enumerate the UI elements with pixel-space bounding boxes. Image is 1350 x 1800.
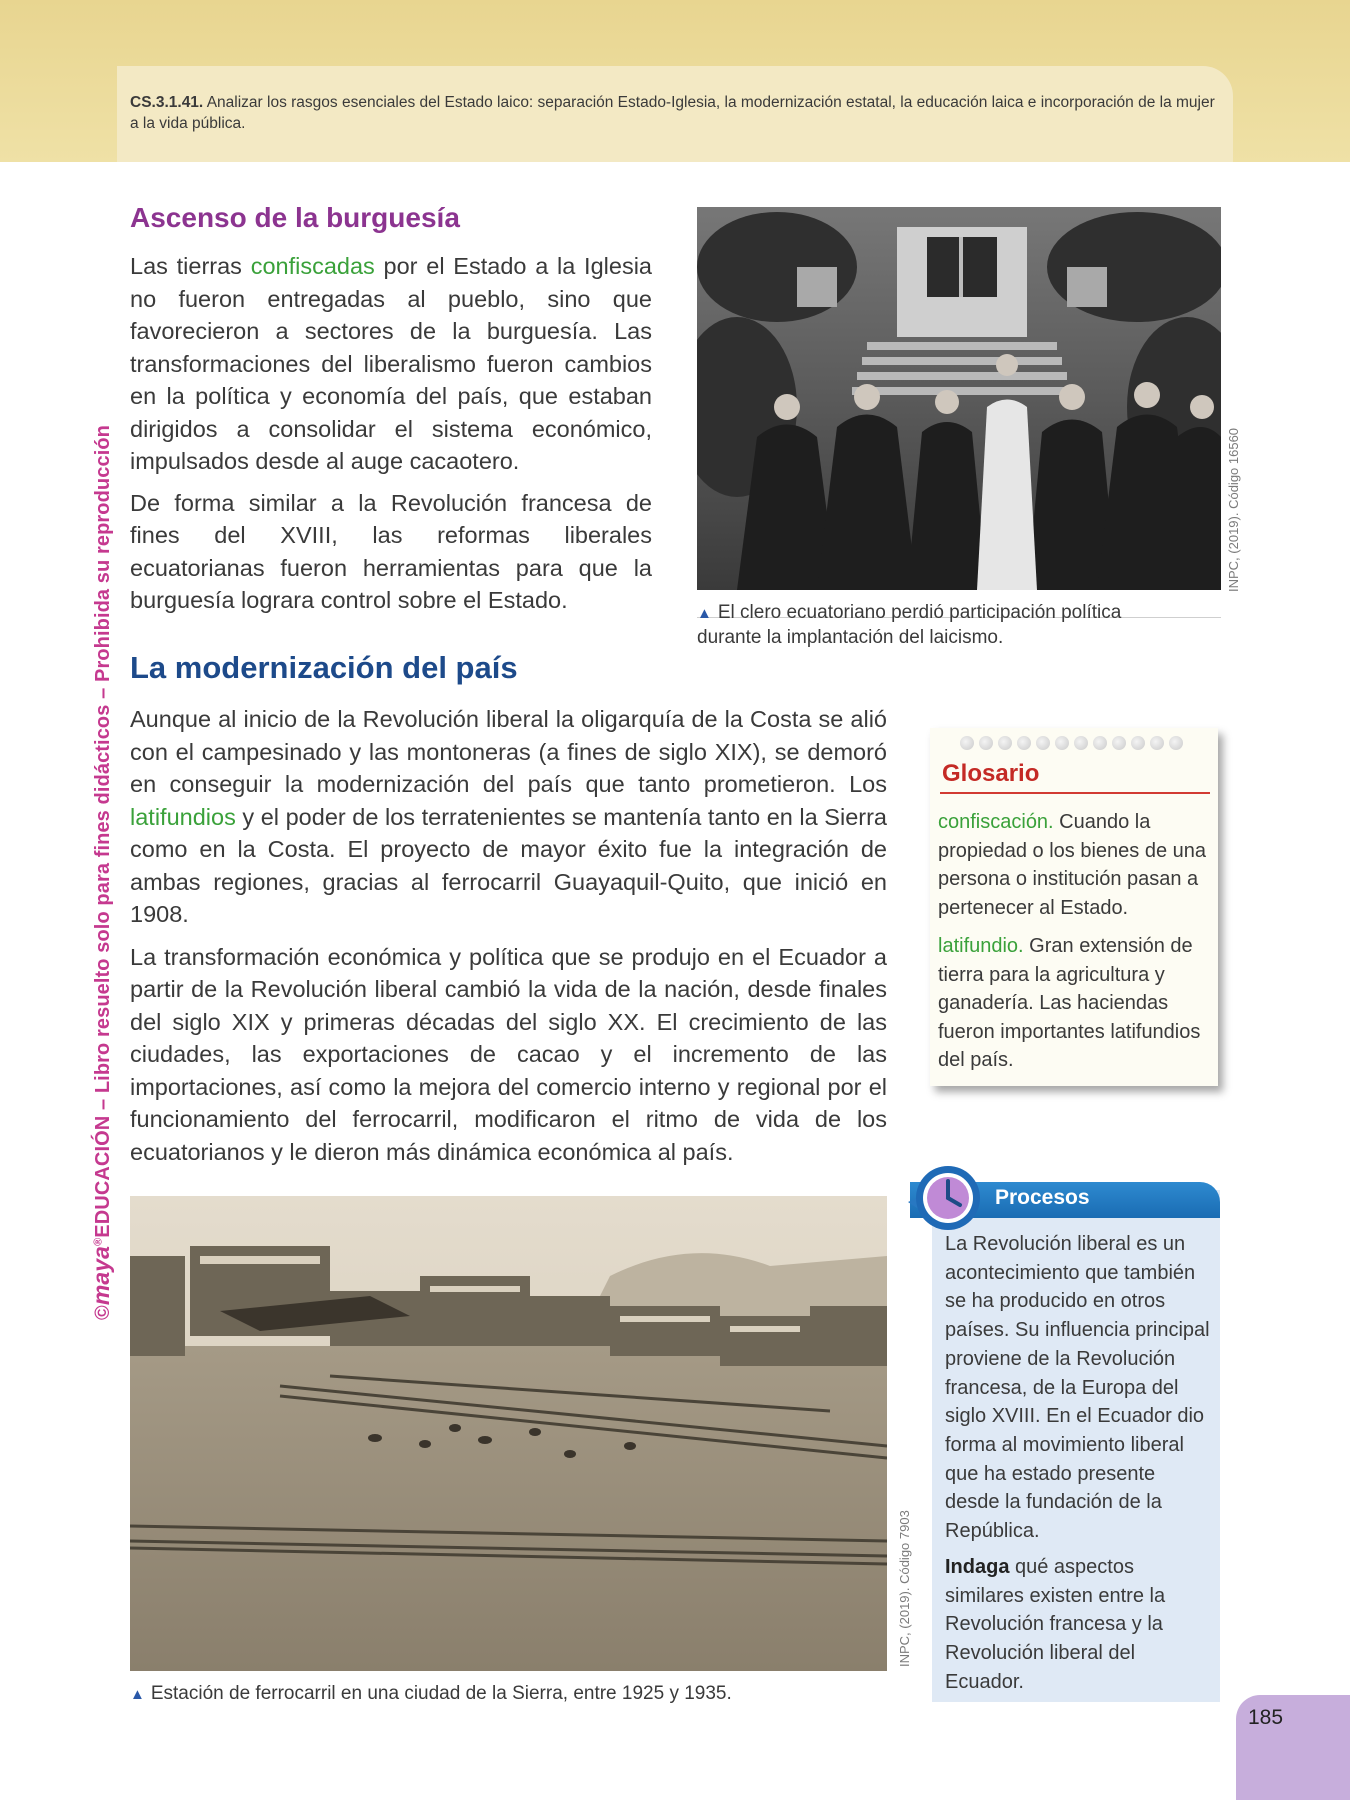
caption-triangle-icon: ▲: [697, 605, 712, 622]
procesos-activity: Indaga qué aspectos similares existen entre la Revolución francesa y la Revolución liberal del Ecuador.: [945, 1556, 1166, 1693]
glossary-term-latifundios: latifundios: [130, 803, 236, 830]
brand-logo-text: maya: [88, 1245, 114, 1306]
railway-station-photo: [130, 1196, 887, 1671]
section1-body: [130, 250, 652, 617]
photo-caption: ▲ Estación de ferrocarril en una ciudad de la Sierra, entre 1925 y 1935.: [130, 1683, 732, 1704]
glossary-term: confiscación.: [938, 811, 1054, 833]
page-number: 185: [1248, 1706, 1284, 1729]
photo-caption: ▲ El clero ecuatoriano perdió participación política durante la implantación del laicismo.: [697, 602, 1122, 648]
side-credit: [88, 425, 115, 1320]
skill-description: [130, 92, 1225, 134]
clock-icon: [906, 1160, 982, 1236]
skill-code: CS.3.1.41.: [130, 94, 204, 111]
caption-triangle-icon: ▲: [130, 1686, 145, 1703]
section-title-burguesia: Ascenso de la burguesía: [130, 202, 460, 233]
paragraph: De forma similar a la Revolución francesa de fines del XVIII, las reformas liberales ecuatorianas fueron herramientas para que la burguesía lograra control sobre el Estado.: [130, 489, 652, 613]
photo-credit: INPC, (2019). Código 7903: [897, 1510, 912, 1667]
section-title-modernizacion: La modernización del país: [130, 650, 518, 685]
glossary-title: Glosario: [942, 760, 1040, 787]
photo-credit: INPC, (2019). Código 16560: [1226, 427, 1241, 592]
section2-body: [130, 703, 887, 1168]
glossary-entry: latifundio. Gran extensión de tierra para la agricultura y ganadería. Las haciendas fueron importantes latifundios del país.: [938, 935, 1201, 1071]
paragraph: Aunque al inicio de la Revolución liberal la oligarquía de la Costa se alió con el campesinado y las montoneras (a fines de siglo XIX), se demoró en conseguir la modernización del país que tanto prometieron. Los latifundios y el poder de los terratenientes se mantenía tanto en la Sierra como en la Costa. El proyecto de mayor éxito fue la integración de ambas regiones, gracias al ferrocarril Guayaquil-Quito, que inició en 1908.: [130, 706, 887, 927]
glossary-entry: confiscación. Cuando la propiedad o los bienes de una persona o institución pasan a pertenecer al Estado.: [938, 811, 1206, 919]
side-credit-text: EDUCACIÓN – Libro resuelto solo para fines didácticos – Prohibida su reproducción: [92, 425, 114, 1238]
activity-keyword: Indaga: [945, 1556, 1010, 1578]
paragraph: La transformación económica y política que se produjo en el Ecuador a partir de la Revolución liberal cambió la vida de la nación, desde finales del siglo XIX y primeras décadas del siglo XX. El crecimiento de las ciudades, las exportaciones de cacao y el incremento de las importaciones, así como la mejora del comercio interno y regional por el funcionamiento del ferrocarril, modificaron el ritmo de vida de los ecuatorianos y le dieron más dinámica económica al país.: [130, 943, 887, 1165]
procesos-title: Procesos: [995, 1186, 1090, 1209]
paragraph: Las tierras confiscadas por el Estado a la Iglesia no fueron entregadas al pueblo, sino que favorecieron a sectores de la burguesía. Las transformaciones del liberalismo fueron cambios en la política y economía del país, que estaban dirigidos a consolidar el sistema económico, impulsados desde al auge cacaotero.: [130, 253, 652, 474]
copyright-symbol: ©: [92, 1305, 114, 1320]
skill-text: Analizar los rasgos esenciales del Estado laico: separación Estado-Iglesia, la modernización estatal, la educación laica e incorporación de la mujer a la vida pública.: [130, 94, 1215, 132]
registered-symbol: ®: [92, 1237, 105, 1246]
clergy-photo: [697, 207, 1221, 590]
glossary-divider: [940, 792, 1210, 794]
glossary-term-confiscadas: confiscadas: [250, 253, 375, 279]
procesos-text: La Revolución liberal es un acontecimiento que también se ha producido en otros países. Su influencia principal proviene de la Revolución francesa, de la Europa del siglo XVIII. En el Ecuador dio forma al movimiento liberal que ha estado presente desde la fundación de la República.: [945, 1233, 1210, 1543]
glossary-card: [930, 728, 1218, 1086]
glossary-term: latifundio.: [938, 935, 1024, 957]
notebook-rings: [960, 736, 1210, 754]
